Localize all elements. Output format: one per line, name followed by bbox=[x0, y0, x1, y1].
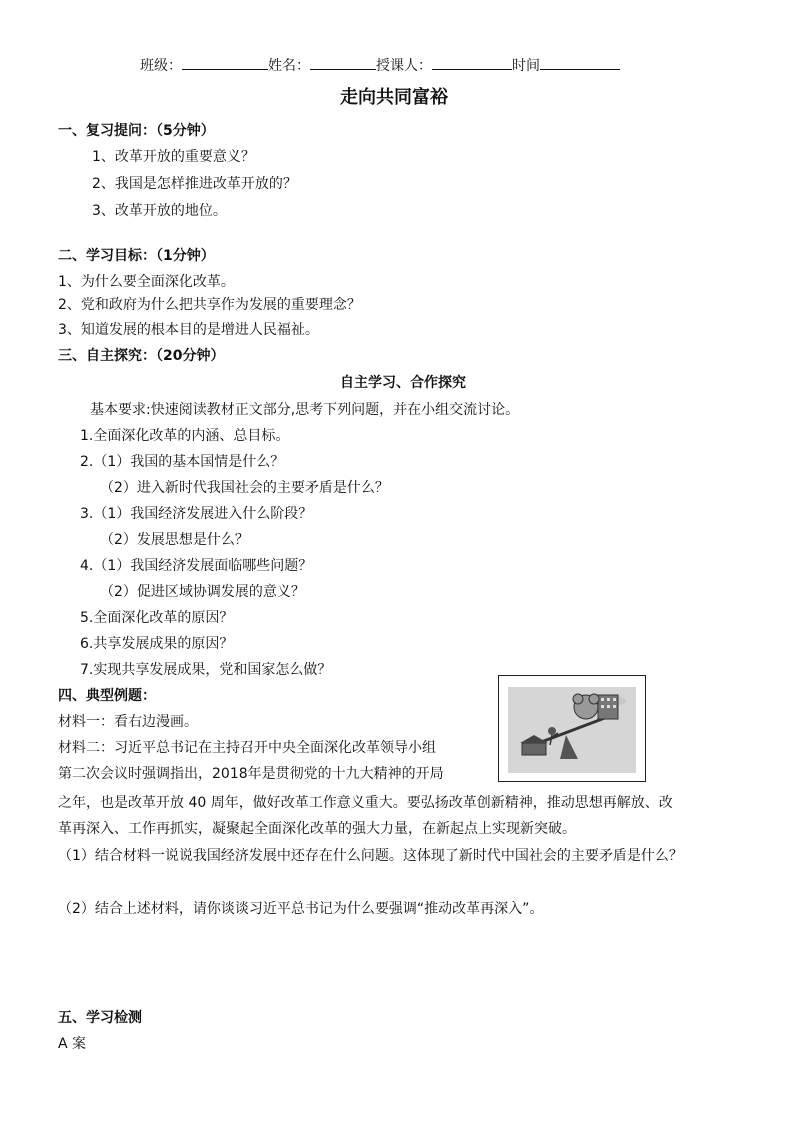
name-blank bbox=[310, 55, 376, 70]
section1-heading: 一、复习提问：（5分钟） bbox=[58, 123, 215, 139]
section3-requirement: 基本要求:快速阅读教材正文部分,思考下列问题，并在小组交流讨论。 bbox=[90, 402, 520, 418]
question-item: 5.全面深化改革的原因？ bbox=[80, 610, 234, 626]
section2-item: 3、知道发展的根本目的是增进人民福祉。 bbox=[58, 322, 319, 338]
page-title: 走向共同富裕 bbox=[340, 87, 448, 108]
material2-line: 第二次会议时强调指出，2018年是贯彻党的十九大精神的开局 bbox=[58, 766, 444, 782]
question-item: （2）进入新时代我国社会的主要矛盾是什么？ bbox=[100, 480, 389, 496]
section5-label: A 案 bbox=[58, 1036, 87, 1052]
material2-line: 材料二：习近平总书记在主持召开中央全面深化改革领导小组 bbox=[58, 740, 436, 756]
material2-line: 之年，也是改革开放 40 周年，做好改革工作意义重大。要弘扬改革创新精神，推动思想再解放、改 bbox=[58, 795, 673, 811]
section1-item: 3、改革开放的地位。 bbox=[92, 203, 227, 219]
section2-item: 2、党和政府为什么把共享作为发展的重要理念？ bbox=[58, 297, 361, 313]
time-label: 时间 bbox=[512, 58, 540, 74]
example-question: （2）结合上述材料，请你谈谈习近平总书记为什么要强调“推动改革再深入”。 bbox=[58, 901, 544, 917]
material1: 材料一：看右边漫画。 bbox=[58, 714, 198, 730]
question-item: 6.共享发展成果的原因？ bbox=[80, 636, 234, 652]
section2-heading: 二、学习目标：（1分钟） bbox=[58, 248, 215, 264]
question-item: 1.全面深化改革的内涵、总目标。 bbox=[80, 428, 290, 444]
header-row bbox=[140, 55, 620, 76]
time-blank bbox=[540, 55, 620, 70]
example-question: （1）结合材料一说说我国经济发展中还存在什么问题。这体现了新时代中国社会的主要矛盾是什么？ bbox=[58, 848, 683, 864]
section3-heading: 三、自主探究：（20分钟） bbox=[58, 348, 225, 364]
material2-line: 革再深入、工作再抓实，凝聚起全面深化改革的强大力量，在新起点上实现新突破。 bbox=[58, 821, 576, 837]
cartoon-illustration bbox=[508, 687, 636, 773]
question-item: 4.（1）我国经济发展面临哪些问题？ bbox=[80, 558, 313, 574]
class-label: 班级： bbox=[140, 58, 182, 74]
section2-item: 1、为什么要全面深化改革。 bbox=[58, 274, 235, 290]
seesaw-cartoon-icon bbox=[508, 687, 636, 773]
question-item: （2）促进区域协调发展的意义？ bbox=[100, 584, 305, 600]
cartoon-image bbox=[498, 675, 646, 782]
name-label: 姓名： bbox=[268, 58, 310, 74]
section3-subheading: 自主学习、合作探究 bbox=[340, 375, 466, 391]
section4-heading: 四、典型例题： bbox=[58, 688, 156, 704]
question-item: 7.实现共享发展成果，党和国家怎么做？ bbox=[80, 662, 332, 678]
class-blank bbox=[182, 55, 268, 70]
question-item: 2.（1）我国的基本国情是什么？ bbox=[80, 454, 285, 470]
teacher-label: 授课人： bbox=[376, 58, 432, 74]
section1-item: 1、改革开放的重要意义？ bbox=[92, 149, 255, 165]
question-item: 3.（1）我国经济发展进入什么阶段？ bbox=[80, 506, 313, 522]
teacher-blank bbox=[432, 55, 512, 70]
section1-item: 2、我国是怎样推进改革开放的？ bbox=[92, 176, 297, 192]
question-item: （2）发展思想是什么？ bbox=[100, 532, 249, 548]
section5-heading: 五、学习检测 bbox=[58, 1010, 142, 1026]
